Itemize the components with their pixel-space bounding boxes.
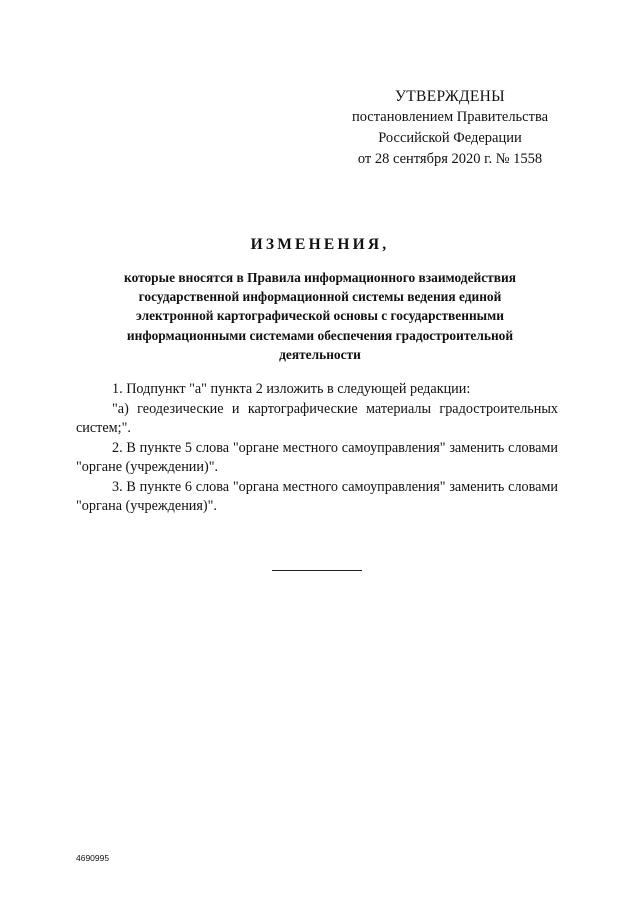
subtitle-line: которые вносятся в Правила информационного взаимодействия: [124, 270, 516, 285]
subtitle-line: государственной информационной системы ведения единой: [138, 289, 502, 305]
end-divider: [272, 570, 362, 571]
document-code: 4690995: [76, 853, 110, 863]
subtitle-line: информационными системами обеспечения градостроительной: [126, 327, 514, 343]
document-body: [76, 380, 558, 517]
approval-block: [330, 86, 570, 170]
document-heading: ИЗМЕНЕНИЯ,: [250, 236, 390, 253]
paragraph-2: 2. В пункте 5 слова "органе местного самоуправления" заменить словами "органе (учреждении)".: [76, 439, 558, 475]
subtitle-line: электронной картографической основы с государственными: [136, 308, 504, 324]
paragraph-3: 3. В пункте 6 слова "органа местного самоуправления" заменить словами "органа (учреждения)".: [76, 478, 558, 514]
paragraph-1a: "а) геодезические и картографические материалы градостроительных систем;".: [76, 400, 558, 436]
approval-stamp: УТВЕРЖДЕНЫ: [395, 88, 505, 105]
paragraph-1: 1. Подпункт "а" пункта 2 изложить в следующей редакции:: [112, 381, 471, 397]
subtitle-line: деятельности: [279, 346, 361, 362]
document-subtitle: [60, 268, 580, 364]
title-block: [60, 236, 580, 364]
approval-line-3: от 28 сентября 2020 г. № 1558: [357, 151, 543, 167]
approval-line-2: Российской Федерации: [378, 130, 522, 146]
approval-line-1: постановлением Правительства: [351, 109, 549, 125]
